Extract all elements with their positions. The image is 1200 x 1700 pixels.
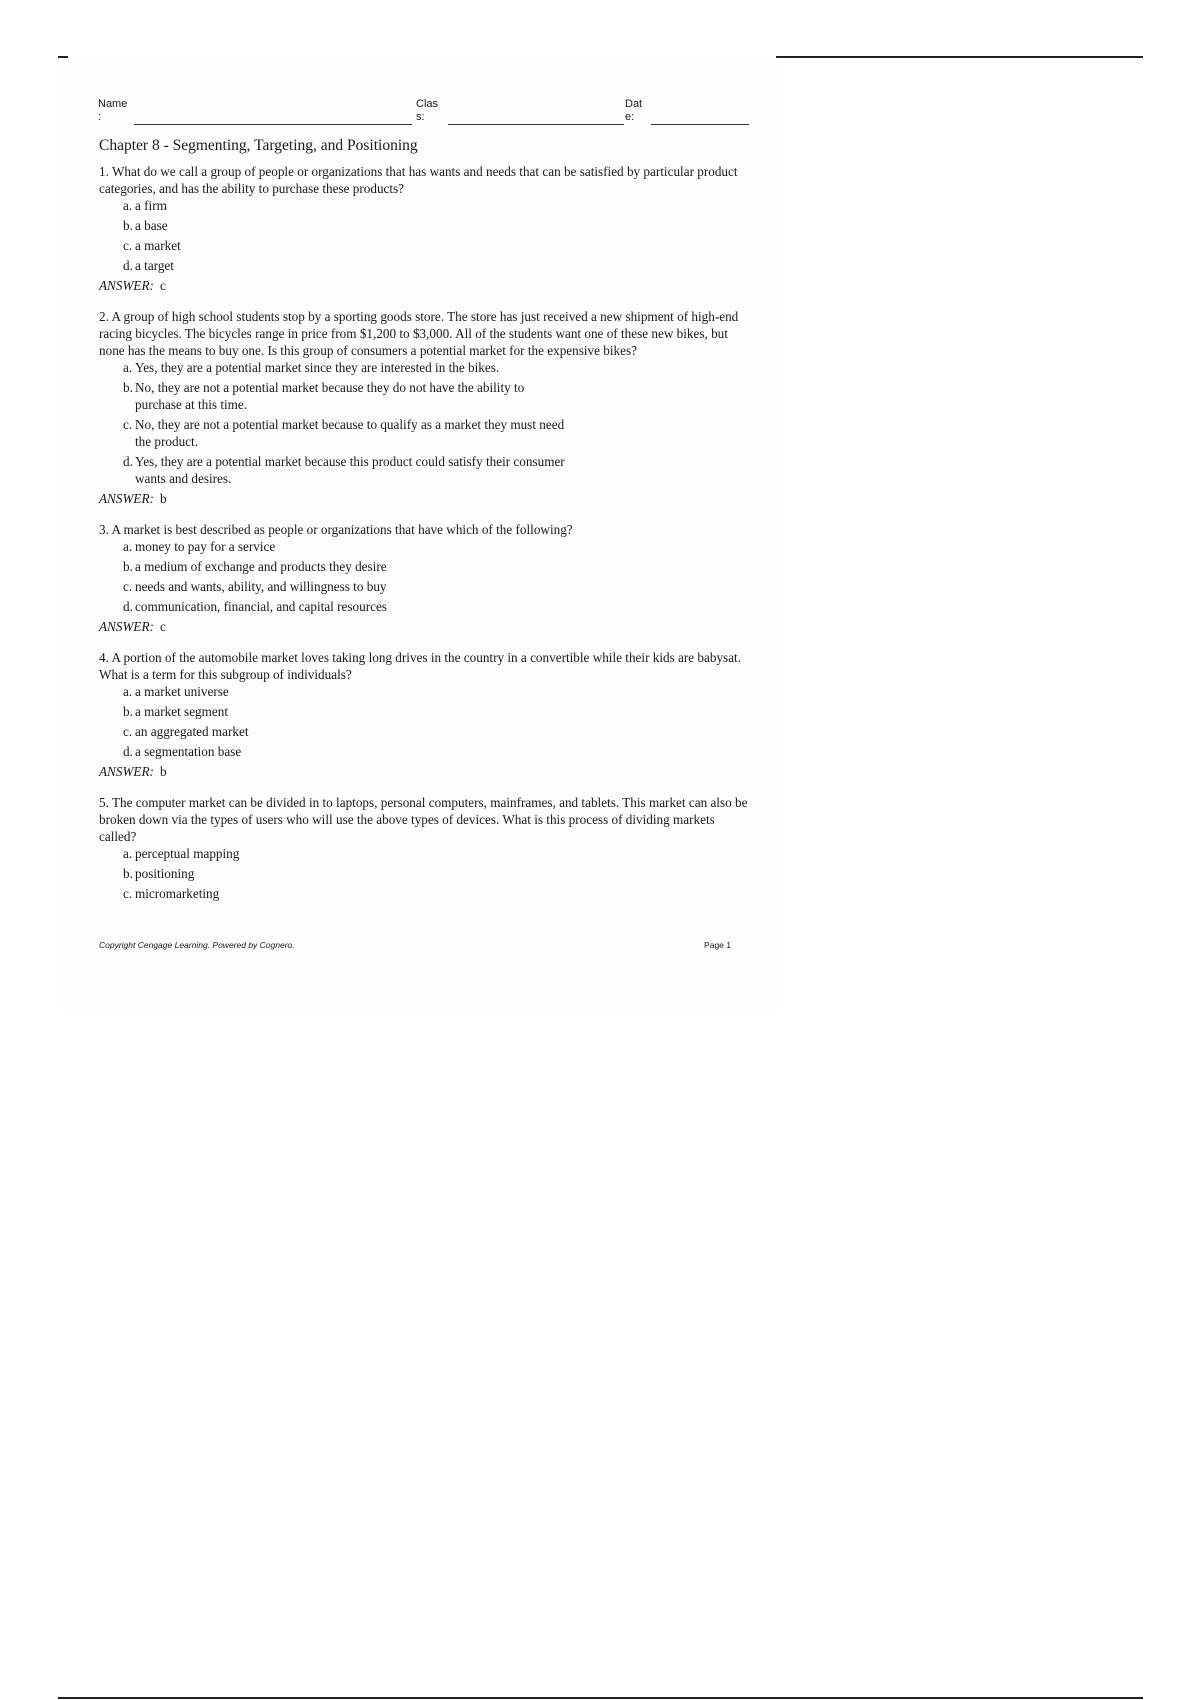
question-item	[99, 794, 751, 902]
option-letter: c.	[123, 886, 133, 901]
option-letter: a.	[123, 360, 133, 375]
question-text: 5. The computer market can be divided in to laptops, personal computers, mainframes, and tablets. This market can also be broken down via the types of users who will use the above types of devices. What is this process of dividing markets called?	[99, 795, 748, 844]
date-label: Dat	[625, 98, 643, 110]
answer-option	[123, 578, 751, 595]
option-letter: c.	[123, 579, 133, 594]
answer-value: c	[159, 278, 166, 293]
answer-option	[123, 197, 751, 214]
option-text: a medium of exchange and products they desire	[135, 559, 387, 574]
chapter-title: Chapter 8 - Segmenting, Targeting, and Positioning	[99, 137, 418, 154]
option-letter: b.	[123, 704, 133, 719]
answer-key	[99, 618, 751, 635]
answer-option	[123, 598, 751, 615]
option-letter: c.	[123, 417, 133, 432]
bottom-rule	[58, 1697, 1143, 1699]
answer-key	[99, 277, 751, 294]
option-letter: a.	[123, 846, 133, 861]
question-item	[99, 163, 751, 294]
answer-option	[123, 558, 751, 575]
question-text: 2. A group of high school students stop by a sporting goods store. The store has just received a new shipment of high-end racing bicycles. The bicycles range in price from $1,200 to $3,000. All of the students want one of these new bikes, but none has the means to buy one. Is this group of consumers a potential market for the expensive bikes?	[99, 309, 739, 358]
page-number: Page 1	[704, 940, 731, 950]
top-rule-left	[58, 56, 68, 58]
option-text: Yes, they are a potential market since they are interested in the bikes.	[135, 360, 500, 375]
answer-option	[123, 237, 751, 254]
question-item	[99, 308, 751, 507]
answer-option	[123, 885, 751, 902]
option-text: needs and wants, ability, and willingness to buy	[135, 579, 387, 594]
copyright-text: Copyright Cengage Learning. Powered by Cognero.	[99, 940, 295, 950]
name-colon: :	[98, 111, 102, 123]
answer-option	[123, 683, 751, 700]
answer-value: b	[159, 764, 167, 779]
name-label: Name	[98, 98, 128, 110]
option-letter: c.	[123, 238, 133, 253]
option-letter: c.	[123, 724, 133, 739]
option-letter: d.	[123, 599, 133, 614]
answer-options	[99, 845, 751, 902]
answer-label: ANSWER:	[99, 764, 154, 779]
document-page	[60, 62, 780, 1010]
class-suffix: s:	[416, 111, 425, 123]
question-text: 3. A market is best described as people or organizations that have which of the following?	[99, 522, 573, 537]
answer-option	[123, 538, 751, 555]
option-letter: b.	[123, 866, 133, 881]
option-letter: d.	[123, 258, 133, 273]
option-text: money to pay for a service	[135, 539, 276, 554]
option-text: a market	[135, 238, 181, 253]
option-letter: b.	[123, 559, 133, 574]
answer-option	[123, 257, 751, 274]
answer-label: ANSWER:	[99, 619, 154, 634]
option-text: positioning	[135, 866, 195, 881]
option-text: Yes, they are a potential market because this product could satisfy their consumer wants and desires.	[135, 454, 565, 486]
option-text: an aggregated market	[135, 724, 249, 739]
question-item	[99, 521, 751, 635]
answer-label: ANSWER:	[99, 278, 154, 293]
option-text: a segmentation base	[135, 744, 242, 759]
answer-options	[99, 683, 751, 760]
answer-option	[123, 453, 751, 487]
option-letter: d.	[123, 744, 133, 759]
top-rule-right	[776, 56, 1143, 58]
answer-option	[123, 416, 751, 450]
option-text: perceptual mapping	[135, 846, 240, 861]
answer-option	[123, 379, 751, 413]
answer-key	[99, 490, 751, 507]
name-input-line[interactable]	[134, 124, 412, 125]
answer-options	[99, 538, 751, 615]
option-text: a market universe	[135, 684, 229, 699]
answer-key	[99, 763, 751, 780]
answer-value: c	[159, 619, 166, 634]
answer-option	[123, 703, 751, 720]
option-text: micromarketing	[135, 886, 220, 901]
answer-option	[123, 743, 751, 760]
option-letter: a.	[123, 198, 133, 213]
page-footer	[99, 940, 731, 950]
option-text: a market segment	[135, 704, 229, 719]
class-label: Clas	[416, 98, 439, 110]
answer-label: ANSWER:	[99, 491, 154, 506]
header-fields	[98, 98, 748, 128]
option-letter: b.	[123, 380, 133, 395]
option-letter: a.	[123, 684, 133, 699]
answer-option	[123, 865, 751, 882]
question-text: 4. A portion of the automobile market loves taking long drives in the country in a convertible while their kids are babysat. What is a term for this subgroup of individuals?	[99, 650, 742, 682]
option-text: a firm	[135, 198, 167, 213]
answer-value: b	[159, 491, 167, 506]
option-letter: a.	[123, 539, 133, 554]
answer-option	[123, 217, 751, 234]
question-text: 1. What do we call a group of people or organizations that has wants and needs that can be satisfied by particular product categories, and has the ability to purchase these products?	[99, 164, 738, 196]
option-letter: d.	[123, 454, 133, 469]
date-input-line[interactable]	[651, 124, 749, 125]
option-text: a target	[135, 258, 174, 273]
answer-options	[99, 197, 751, 274]
worksheet-content	[99, 137, 751, 916]
option-text: a base	[135, 218, 168, 233]
option-text: No, they are not a potential market because to qualify as a market they must need the product.	[135, 417, 565, 449]
answer-option	[123, 845, 751, 862]
option-letter: b.	[123, 218, 133, 233]
option-text: No, they are not a potential market because they do not have the ability to purchase at this time.	[135, 380, 525, 412]
class-input-line[interactable]	[448, 124, 624, 125]
option-text: communication, financial, and capital resources	[135, 599, 387, 614]
question-item	[99, 649, 751, 780]
question-list	[99, 163, 751, 902]
answer-option	[123, 359, 751, 376]
answer-options	[99, 359, 751, 487]
date-suffix: e:	[625, 111, 635, 123]
answer-option	[123, 723, 751, 740]
